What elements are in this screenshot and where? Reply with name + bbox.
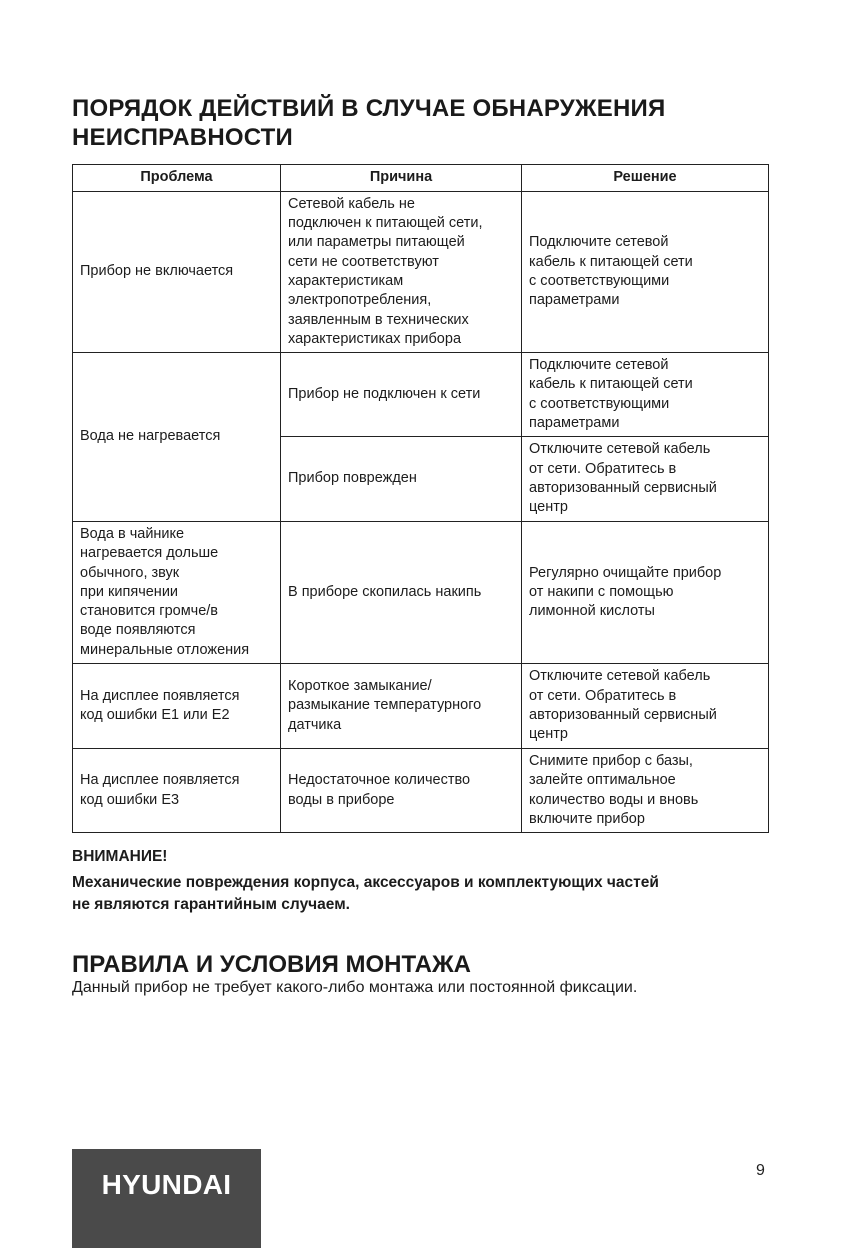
cause-cell [281,192,522,353]
page-number: 9 [756,1162,765,1179]
cause-cell [281,522,522,664]
column-header-cause: Причина [281,165,522,192]
brand-logo-text: HYUNDAI [101,1169,232,1200]
troubleshooting-table [72,164,769,833]
problem-cell [73,353,281,522]
installation-text: Данный прибор не требует какого-либо монтажа или постоянной фиксации. [72,979,638,996]
table-row [73,522,769,664]
solution-text: Отключите сетевой кабель от сети. Обратитесь в авторизованный сервисный центр [529,668,717,743]
solution-text: Регулярно очищайте прибор от накипи с помощью лимонной кислоты [529,564,722,620]
solution-cell [522,192,769,353]
table-row [73,664,769,749]
table-row [73,353,769,437]
column-header-problem: Проблема [73,165,281,192]
table-row [73,192,769,353]
warning-title: ВНИМАНИЕ! [72,848,168,865]
solution-text: Подключите сетевой кабель к питающей сети с соответствующими параметрами [529,234,693,309]
cause-cell [281,664,522,749]
problem-cell [73,192,281,353]
problem-text: Прибор не включается [80,263,234,280]
problem-text: Вода не нагревается [80,428,221,445]
warning-text: Механические повреждения корпуса, аксессуаров и комплектующих частей не являются гарантийным случаем. [72,874,659,913]
column-header-solution: Решение [522,165,769,192]
solution-text: Снимите прибор с базы, залейте оптимальное количество воды и вновь включите прибор [529,752,699,827]
cause-cell [281,749,522,833]
cause-text: Прибор поврежден [288,470,417,487]
problem-cell [73,749,281,833]
cause-text: Сетевой кабель не подключен к питающей сети, или параметры питающей сети не соответствуют характеристикам электропотребления, заявленным в технических характеристиках прибора [288,195,483,347]
cause-text: Недостаточное количество воды в приборе [288,772,471,808]
table-row [73,749,769,833]
title-line-2: НЕИСПРАВНОСТИ [72,124,293,151]
section-title-troubleshooting [72,94,792,152]
table-header-row [73,165,769,192]
solution-cell [522,353,769,437]
section-title-installation: ПРАВИЛА И УСЛОВИЯ МОНТАЖА [72,951,471,978]
solution-cell [522,749,769,833]
solution-cell [522,664,769,749]
cause-cell [281,353,522,437]
solution-cell [522,522,769,664]
problem-text: На дисплее появляется код ошибки Е1 или Е2 [80,687,240,723]
solution-text: Отключите сетевой кабель от сети. Обратитесь в авторизованный сервисный центр [529,441,717,516]
problem-text: Вода в чайнике нагревается дольше обычного, звук при кипячении становится громче/в воде появляются минеральные отложения [80,525,250,658]
problem-text: На дисплее появляется код ошибки Е3 [80,772,240,808]
title-line-1: ПОРЯДОК ДЕЙСТВИЙ В СЛУЧАЕ ОБНАРУЖЕНИЯ [72,95,666,122]
brand-logo [72,1149,261,1248]
problem-cell [73,522,281,664]
cause-text: В приборе скопилась накипь [288,583,482,600]
solution-cell [522,437,769,522]
cause-text: Прибор не подключен к сети [288,385,481,402]
cause-cell [281,437,522,522]
solution-text: Подключите сетевой кабель к питающей сети с соответствующими параметрами [529,356,693,431]
cause-text: Короткое замыкание/ размыкание температурного датчика [288,678,482,733]
problem-cell [73,664,281,749]
